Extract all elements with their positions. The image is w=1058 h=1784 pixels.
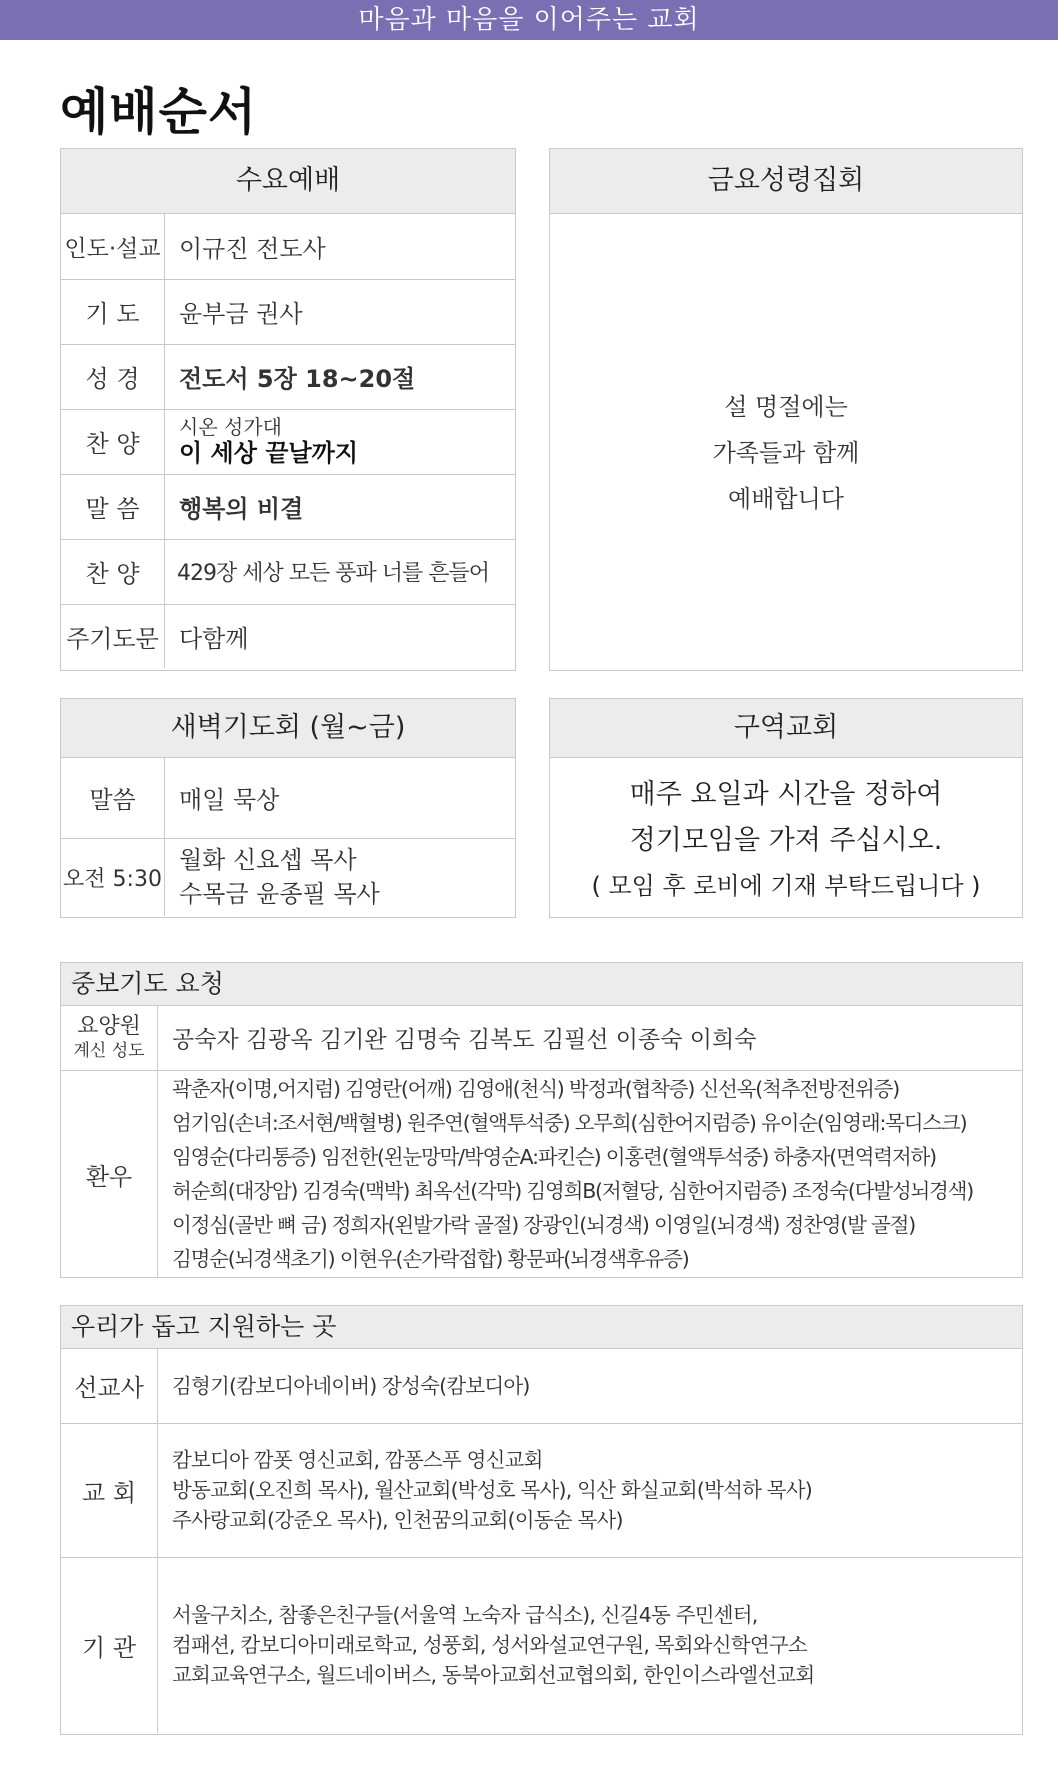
support-line: 캄보디아 깜폿 영신교회, 깜퐁스푸 영신교회 — [172, 1448, 543, 1472]
order-value: 윤부금 권사 — [165, 279, 516, 344]
district-notice-line: 매주 요일과 시간을 정하여 — [629, 779, 943, 810]
dawn-label: 오전 5:30 — [61, 838, 165, 916]
dawn-value — [165, 838, 516, 916]
wednesday-service-title: 수요예배 — [61, 149, 515, 214]
order-value: 행복의 비결 — [165, 474, 516, 539]
prayer-label — [61, 1006, 158, 1070]
prayer-row — [61, 1006, 1022, 1070]
support-row — [61, 1557, 1022, 1733]
order-label: 찬 양 — [61, 409, 165, 474]
friday-notice-line: 가족들과 함께 — [712, 439, 860, 467]
dawn-leader-line: 수목금 윤종필 목사 — [179, 880, 380, 909]
support-line: 교회교육연구소, 월드네이버스, 동북아교회선교협의회, 한인이스라엘선교회 — [172, 1663, 815, 1688]
support-row — [61, 1423, 1022, 1557]
choir-name: 시온 성가대 — [179, 414, 282, 439]
banner: 마음과 마음을 이어주는 교회 — [0, 0, 1058, 40]
hymn-title: 이 세상 끝날까지 — [179, 438, 358, 467]
order-value: 429장 세상 모든 풍파 너를 흔들어 — [165, 539, 516, 604]
prayer-table — [61, 1006, 1022, 1278]
patient-line: 곽춘자(이명,어지럼) 김영란(어깨) 김영애(천식) 박정과(협착증) 신선옥(척추전방전위증) — [172, 1077, 900, 1102]
care-home-sublabel: 계신 성도 — [73, 1040, 145, 1061]
district-church-title: 구역교회 — [550, 699, 1022, 758]
support-line: 컴패션, 캄보디아미래로학교, 성풍회, 성서와설교연구원, 목회와신학연구소 — [172, 1633, 807, 1658]
dawn-prayer-table — [61, 758, 515, 916]
order-value: 이규진 전도사 — [179, 234, 326, 263]
order-row — [61, 214, 515, 279]
dawn-label: 말씀 — [61, 758, 165, 838]
support-line: 방동교회(오진희 목사), 월산교회(박성호 목사), 익산 화실교회(박석하 목사) — [172, 1478, 813, 1502]
patients-list — [158, 1070, 1023, 1278]
order-label: 말 씀 — [61, 474, 165, 539]
support-line: 주사랑교회(강준오 목사), 인천꿈의교회(이동순 목사) — [172, 1508, 623, 1532]
care-home-members: 공숙자 김광옥 김기완 김명숙 김복도 김필선 이종숙 이희숙 — [172, 1027, 757, 1054]
support-label: 선교사 — [61, 1349, 158, 1423]
district-church-box — [549, 698, 1023, 918]
patient-line: 엄기임(손녀:조서현/백혈병) 원주연(혈액투석중) 오무희(심한어지럼증) 유이순(임영래:목디스크) — [172, 1111, 967, 1136]
order-value — [165, 409, 516, 474]
friday-gathering-box — [549, 148, 1023, 671]
order-label: 찬 양 — [61, 539, 165, 604]
support-value — [158, 1423, 1023, 1557]
district-notice-line: ( 모임 후 로비에 기재 부탁드립니다 ) — [591, 872, 981, 900]
wednesday-service-box — [60, 148, 516, 671]
support-table — [61, 1349, 1022, 1733]
support-value — [158, 1557, 1023, 1733]
patient-line: 허순희(대장암) 김경숙(맥박) 최옥선(각막) 김영희B(저혈당, 심한어지럼증) 조정숙(다발성뇌경색) — [172, 1179, 974, 1204]
order-row — [61, 539, 515, 604]
patient-line: 임영순(다리통증) 임전한(왼눈망막/박영순A:파킨슨) 이홍련(혈액투석중) 하충자(면역력저하) — [172, 1145, 936, 1170]
support-label: 기 관 — [61, 1557, 158, 1733]
patient-line: 이정심(골반 뼈 금) 정희자(왼발가락 골절) 장광인(뇌경색) 이영일(뇌경색) 정찬영(발 골절) — [172, 1213, 916, 1238]
care-home-label: 요양원 — [77, 1013, 141, 1039]
support-box — [60, 1305, 1023, 1735]
friday-notice — [550, 384, 1022, 522]
dawn-prayer-title: 새벽기도회 (월~금) — [61, 699, 515, 758]
dawn-row — [61, 838, 515, 916]
support-line: 서울구치소, 참좋은친구들(서울역 노숙자 급식소), 신길4동 주민센터, — [172, 1603, 758, 1628]
district-notice — [550, 772, 1022, 908]
support-title: 우리가 돕고 지원하는 곳 — [61, 1306, 1022, 1349]
page-title: 예배순서 — [60, 83, 258, 141]
order-label: 기 도 — [61, 279, 165, 344]
order-row — [61, 604, 515, 668]
order-label: 성 경 — [61, 344, 165, 409]
dawn-row — [61, 758, 515, 838]
order-row — [61, 409, 515, 474]
intercessory-prayer-box — [60, 962, 1023, 1278]
support-row — [61, 1349, 1022, 1423]
patient-line: 김명순(뇌경색초기) 이현우(손가락접합) 황문파(뇌경색후유증) — [172, 1247, 689, 1272]
order-label: 인도·설교 — [61, 214, 165, 279]
order-row — [61, 344, 515, 409]
order-value: 전도서 5장 18~20절 — [165, 344, 516, 409]
support-label: 교 회 — [61, 1423, 158, 1557]
dawn-prayer-box — [60, 698, 516, 918]
order-value: 다함께 — [165, 604, 516, 668]
district-notice-line: 정기모임을 가져 주십시오. — [629, 825, 943, 856]
dawn-leader-line: 월화 신요셉 목사 — [179, 846, 357, 875]
friday-notice-line: 예배합니다 — [728, 485, 844, 513]
order-row — [61, 474, 515, 539]
friday-gathering-title: 금요성령집회 — [550, 149, 1022, 214]
wednesday-order-table — [61, 214, 515, 668]
patients-label: 환우 — [61, 1070, 158, 1278]
intercessory-prayer-title: 중보기도 요청 — [61, 963, 1022, 1006]
friday-notice-line: 설 명절에는 — [724, 393, 848, 421]
dawn-value: 매일 묵상 — [179, 786, 280, 815]
prayer-row — [61, 1070, 1022, 1278]
support-line: 김형기(캄보디아네이버) 장성숙(캄보디아) — [172, 1373, 530, 1398]
order-label: 주기도문 — [61, 604, 165, 668]
support-value — [158, 1349, 1023, 1423]
order-row — [61, 279, 515, 344]
